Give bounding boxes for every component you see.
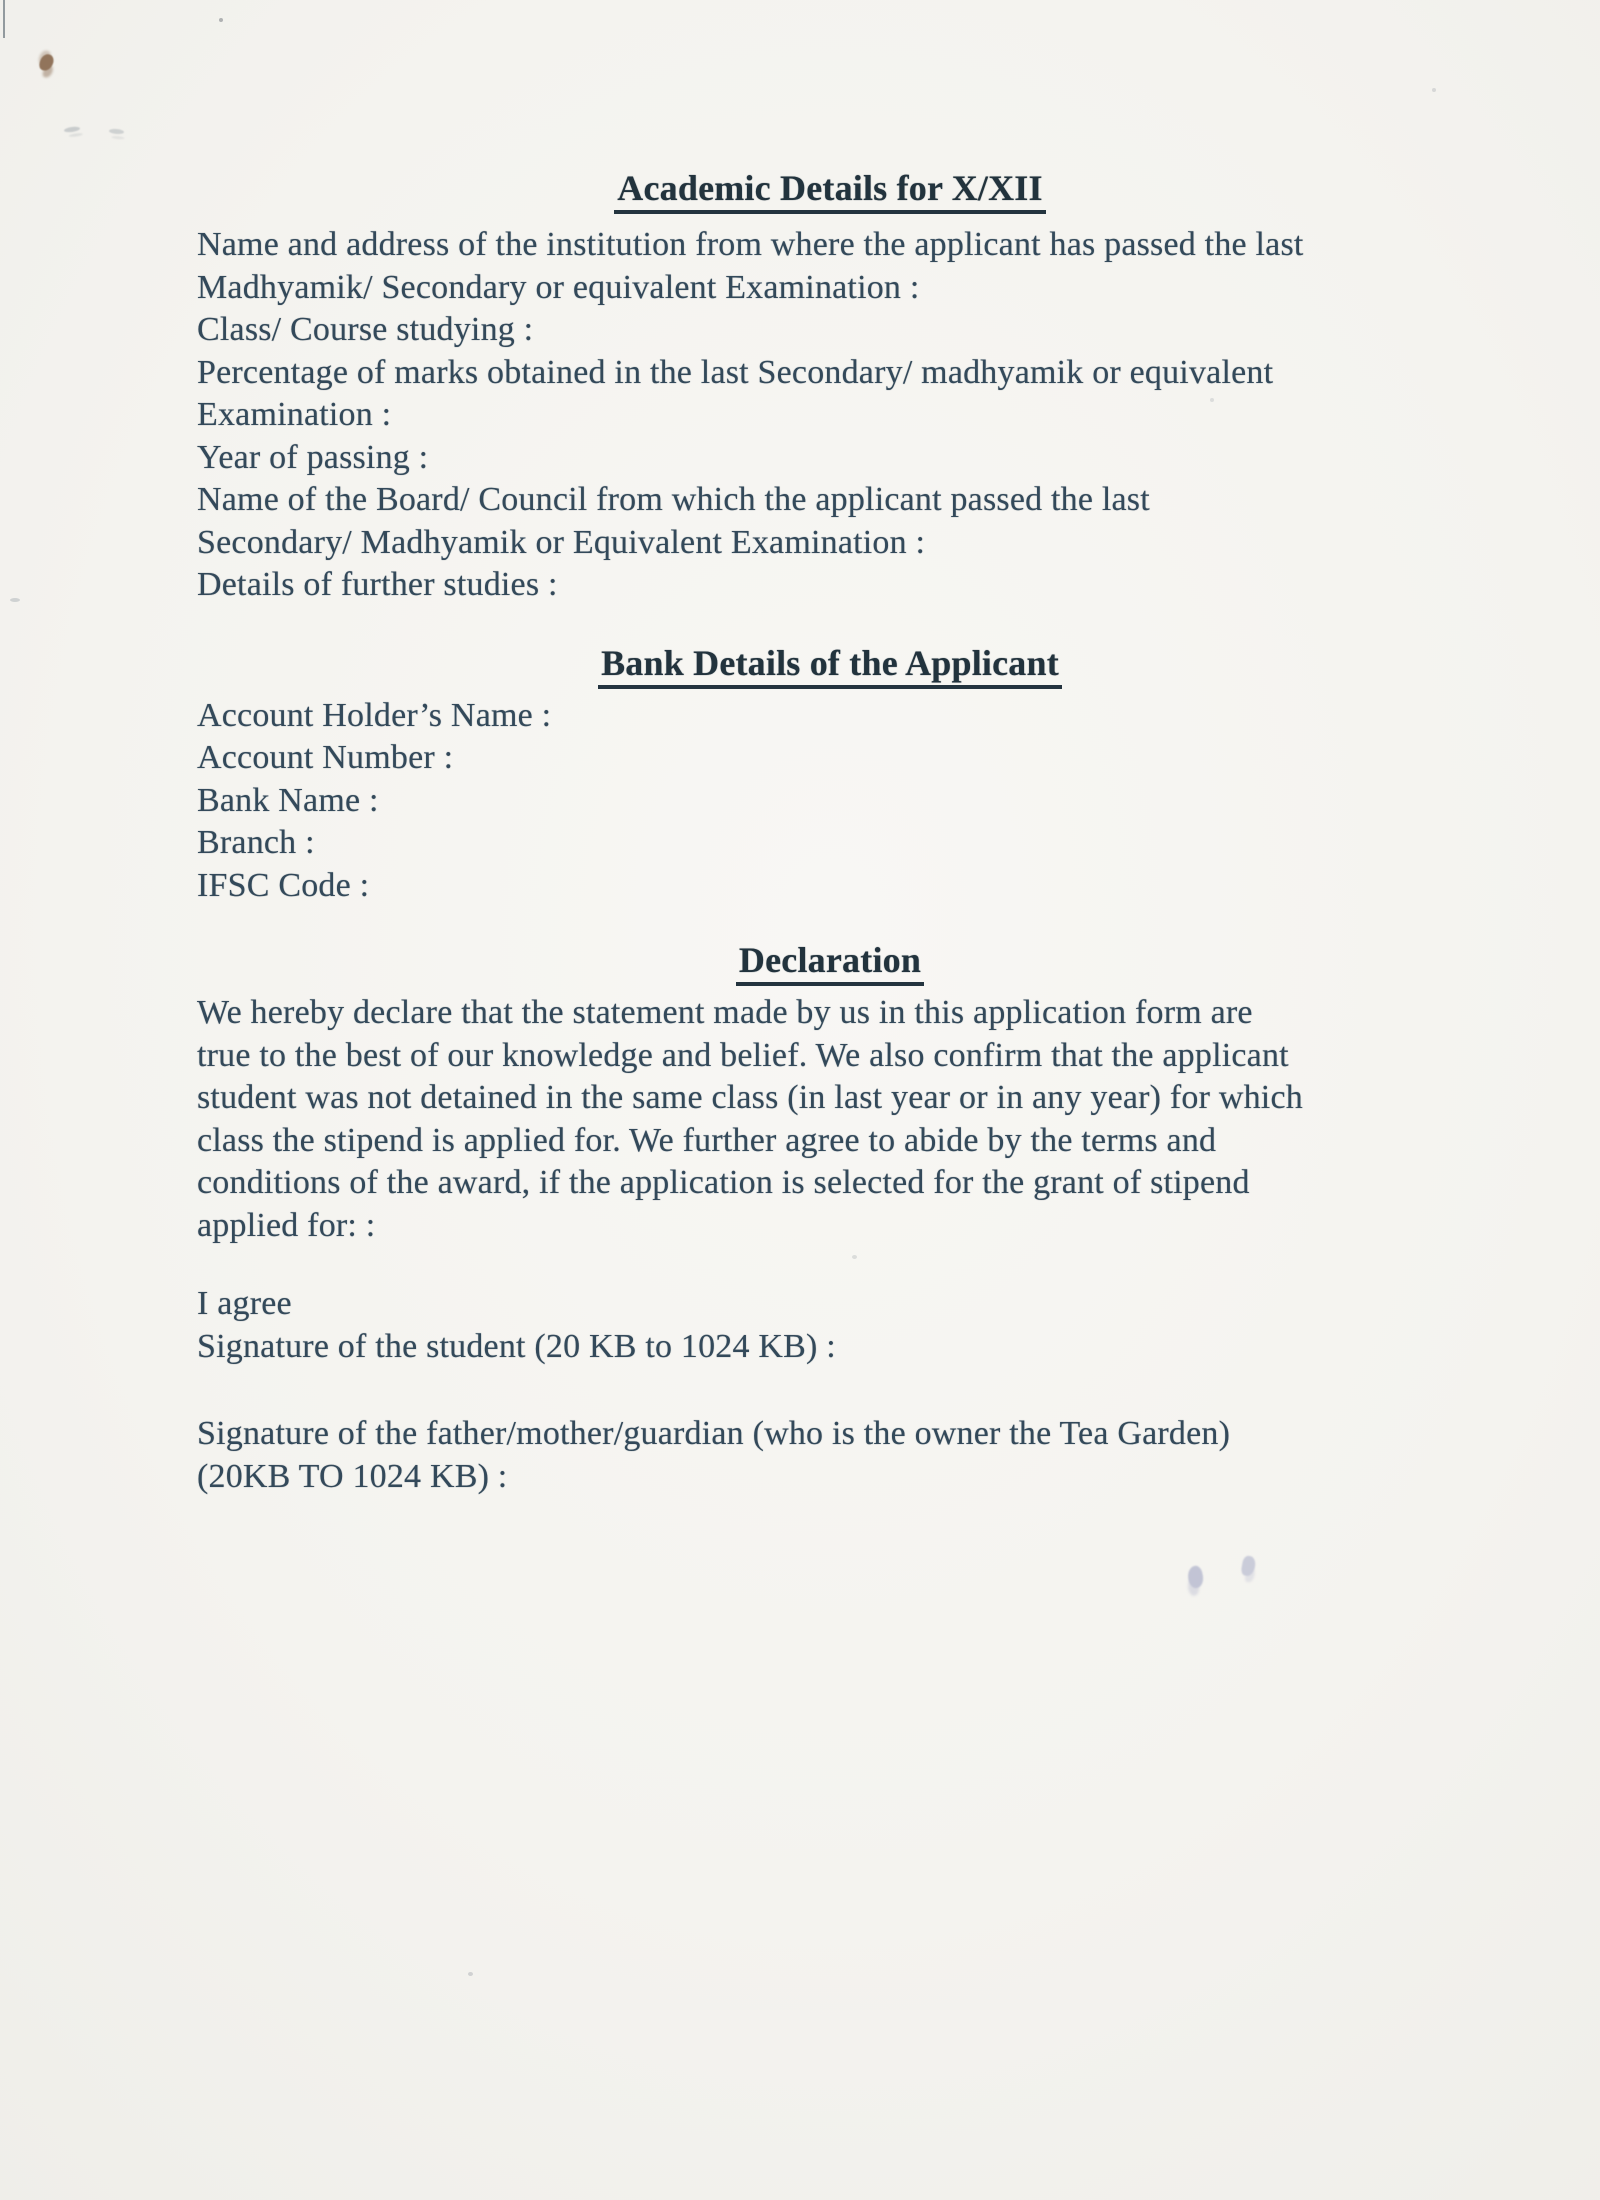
account-number-label: Account Number : [197,739,454,776]
ifsc-code-label: IFSC Code : [197,866,370,904]
agreement-section [197,1283,1437,1368]
scan-artifact-pencil-mark-a [64,126,81,133]
student-signature-label: Signature of the student (20 KB to 1024 KB) : [197,1327,836,1365]
scan-artifact-dot-1 [219,18,223,22]
scan-artifact-blue-smudge-2 [1240,1555,1256,1577]
declaration-text-line-4: class the stipend is applied for. We further agree to abide by the terms and [197,1121,1217,1159]
bank-details-heading: Bank Details of the Applicant [598,642,1062,689]
class-course-studying-label: Class/ Course studying : [197,311,534,348]
declaration-heading-row [210,938,1450,986]
scan-artifact-edge-line [3,0,5,38]
bank-details-section [197,641,1437,908]
declaration-text-line-3: student was not detained in the same class (in last year or in any year) for which [197,1079,1303,1116]
bank-name-label: Bank Name : [197,781,379,819]
declaration-text-line-2: true to the best of our knowledge and belief. We also confirm that the applicant [197,1036,1289,1074]
institution-name-address-label-line-2: Madhyamik/ Secondary or equivalent Examination : [197,268,920,306]
declaration-text-line-1: We hereby declare that the statement made by us in this application form are [197,994,1253,1031]
board-council-label-line-1: Name of the Board/ Council from which the applicant passed the last [197,481,1150,518]
details-further-studies-label: Details of further studies : [197,566,558,603]
scan-artifact-dot-3 [1432,88,1436,92]
document-content [197,166,1437,1498]
declaration-heading: Declaration [736,939,924,986]
year-of-passing-label: Year of passing : [197,438,429,476]
scan-artifact-brown-speck [38,52,56,72]
academic-details-heading: Academic Details for X/XII [614,167,1045,214]
branch-label: Branch : [197,824,315,861]
declaration-text-line-5: conditions of the award, if the application is selected for the grant of stipend [197,1164,1250,1201]
guardian-signature-section [197,1413,1437,1498]
guardian-signature-label-line-2: (20KB TO 1024 KB) : [197,1457,508,1495]
scan-artifact-dot-2 [468,1972,473,1976]
bank-details-heading-row [210,641,1450,689]
academic-details-heading-row [210,166,1450,214]
institution-name-address-label-line-1: Name and address of the institution from where the applicant has passed the last [197,226,1304,263]
declaration-section [197,938,1437,1247]
percentage-marks-label-line-1: Percentage of marks obtained in the last Secondary/ madhyamik or equivalent [197,353,1274,391]
scan-artifact-dot-6 [10,598,20,602]
scan-artifact-blue-smudge-1 [1186,1565,1205,1590]
percentage-marks-label-line-2: Examination : [197,396,392,433]
board-council-label-line-2: Secondary/ Madhyamik or Equivalent Examination : [197,523,926,561]
guardian-signature-label-line-1: Signature of the father/mother/guardian (who is the owner the Tea Garden) [197,1415,1231,1452]
academic-details-section [197,166,1437,607]
scan-artifact-pencil-mark-b [109,128,124,134]
account-holder-name-label: Account Holder’s Name : [197,696,552,734]
i-agree-text: I agree [197,1285,292,1322]
declaration-text-line-6: applied for: : [197,1206,376,1244]
